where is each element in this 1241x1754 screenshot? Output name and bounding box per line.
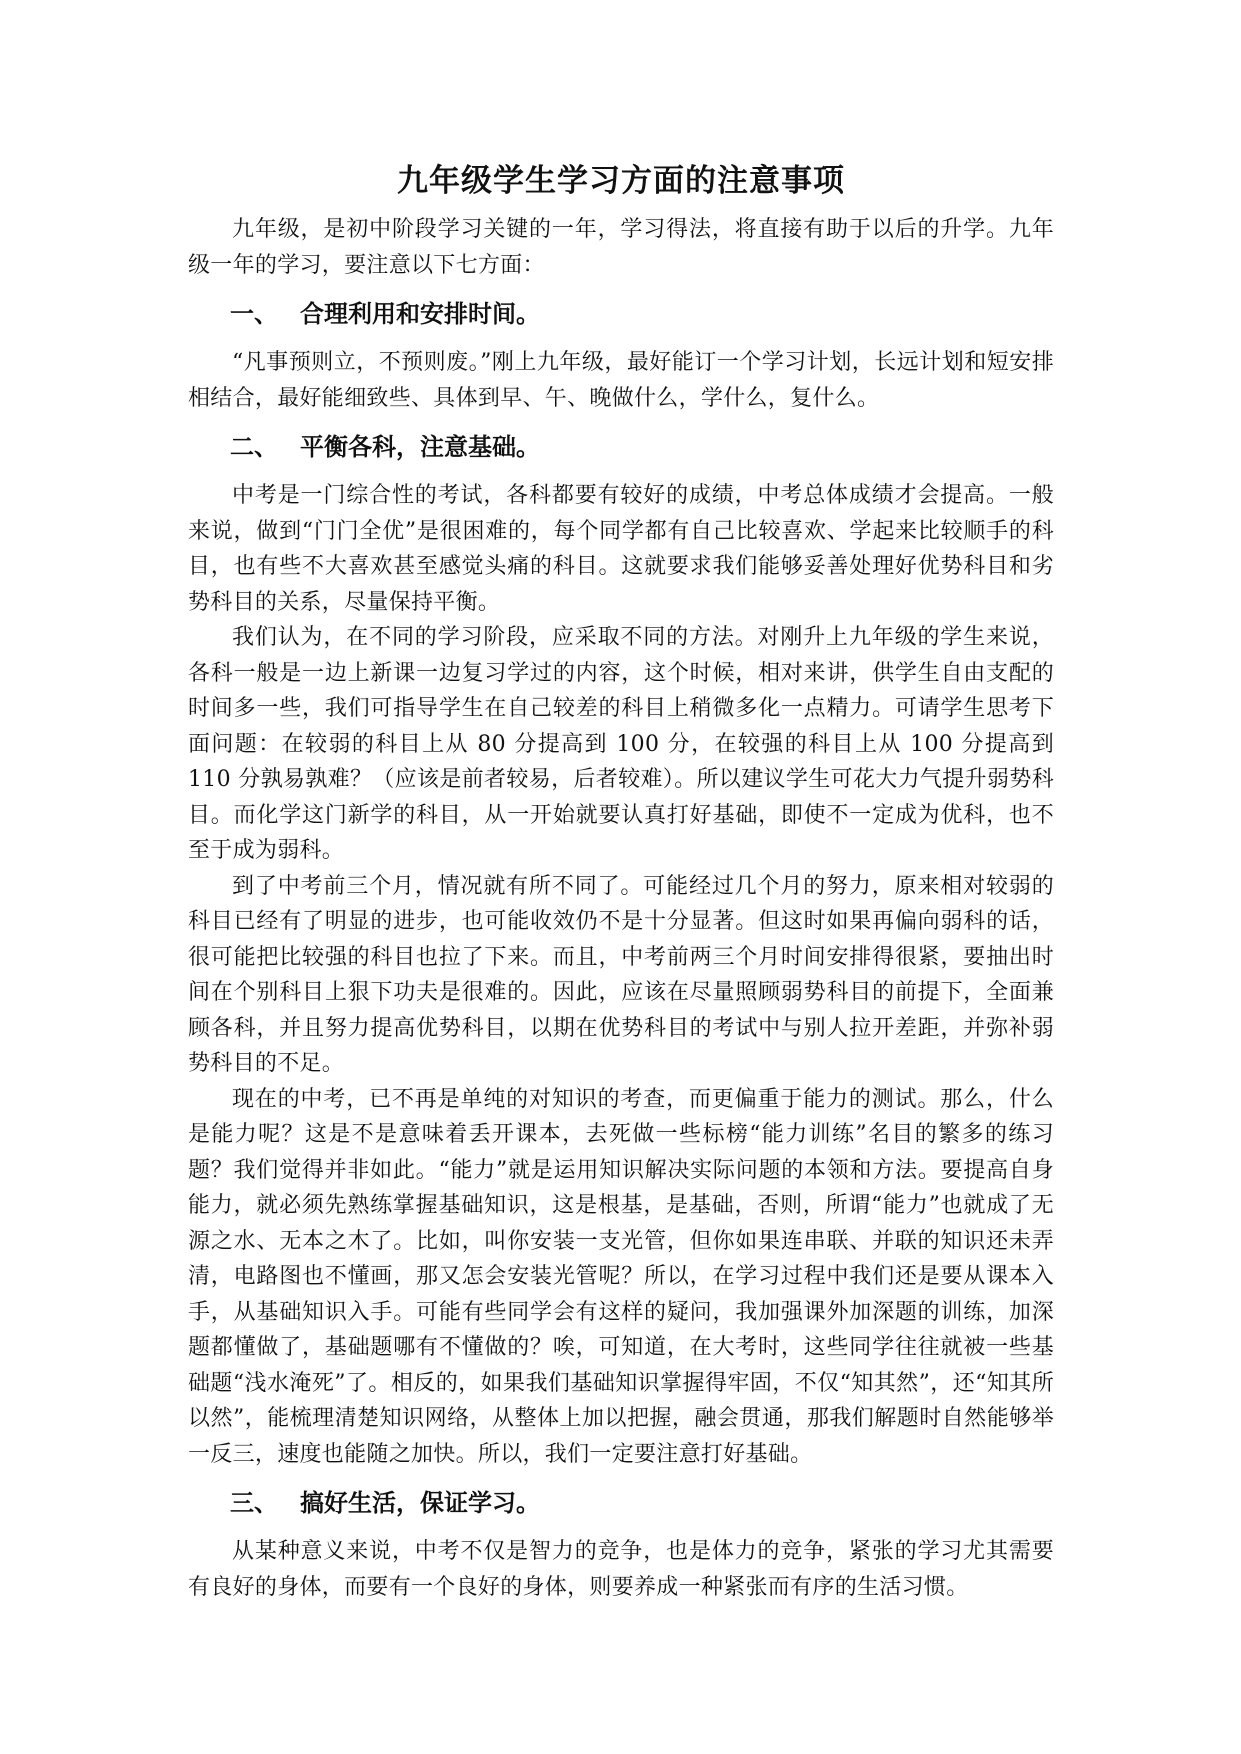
paragraph: “凡事预则立，不预则废。”刚上九年级，最好能订一个学习计划，长远计划和短安排相结合，最好能细致些、具体到早、午、晚做什么，学什么，复什么。 xyxy=(188,350,1054,411)
paragraph: 到了中考前三个月，情况就有所不同了。可能经过几个月的努力，原来相对较弱的科目已经有了明显的进步，也可能收效仍不是十分显著。但这时如果再偏向弱科的话，很可能把比较强的科目也拉了下来。而且，中考前两三个月时间安排得很紧，要抽出时间在个别科目上狠下功夫是很难的。因此，应该在尽量照顾弱势科目的前提下，全面兼顾各科，并且努力提高优势科目，以期在优势科目的考试中与别人拉开差距，并弥补弱势科目的不足。 xyxy=(188,873,1054,1076)
section-number: 二、 xyxy=(230,433,278,461)
section-number: 一、 xyxy=(230,300,278,328)
section-heading-2 xyxy=(230,430,1054,464)
section-heading-1 xyxy=(230,297,1054,331)
section-title: 合理利用和安排时间。 xyxy=(300,300,540,328)
document-page xyxy=(188,160,1054,1605)
paragraph: 我们认为，在不同的学习阶段，应采取不同的方法。对刚升上九年级的学生来说，各科一般是一边上新课一边复习学过的内容，这个时候，相对来讲，供学生自由支配的时间多一些，我们可指导学生在自己较差的科目上稍微多化一点精力。可请学生思考下面问题：在较弱的科目上从 80 分提高到 100 分，在较强的科目上从 100 分提高到 110 分孰易孰难？（应该是前者较易，后者较难）。所以建议学生可花大力气提升弱势科目。而化学这门新学的科目，从一开始就要认真打好基础，即使不一定成为优科，也不至于成为弱科。 xyxy=(188,625,1054,863)
paragraph: 现在的中考，已不再是单纯的对知识的考查，而更偏重于能力的测试。那么，什么是能力呢？这是不是意味着丢开课本，去死做一些标榜“能力训练”名目的繁多的练习题？我们觉得并非如此。“能力”就是运用知识解决实际问题的本领和方法。要提高自身能力，就必须先熟练掌握基础知识，这是根基，是基础，否则，所谓“能力”也就成了无源之水、无本之木了。比如，叫你安装一支光管，但你如果连串联、并联的知识还未弄清，电路图也不懂画，那又怎会安装光管呢？所以，在学习过程中我们还是要从课本入手，从基础知识入手。可能有些同学会有这样的疑问，我加强课外加深题的训练，加深题都懂做了，基础题哪有不懂做的？唉，可知道，在大考时，这些同学往往就被一些基础题“浅水淹死”了。相反的，如果我们基础知识掌握得牢固，不仅“知其然”，还“知其所以然”，能梳理清楚知识网络，从整体上加以把握，融会贯通，那我们解题时自然能够举一反三，速度也能随之加快。所以，我们一定要注意打好基础。 xyxy=(188,1086,1054,1467)
section-heading-3 xyxy=(230,1486,1054,1520)
section-number: 三、 xyxy=(230,1489,278,1517)
document-title: 九年级学生学习方面的注意事项 xyxy=(397,163,845,199)
section-title: 搞好生活，保证学习。 xyxy=(300,1489,540,1517)
section-title: 平衡各科，注意基础。 xyxy=(300,433,540,461)
paragraph: 中考是一门综合性的考试，各科都要有较好的成绩，中考总体成绩才会提高。一般来说，做到“门门全优”是很困难的，每个同学都有自己比较喜欢、学起来比较顺手的科目，也有些不大喜欢甚至感觉头痛的科目。这就要求我们能够妥善处理好优势科目和劣势科目的关系，尽量保持平衡。 xyxy=(188,483,1054,615)
paragraph: 从某种意义来说，中考不仅是智力的竞争，也是体力的竞争，紧张的学习尤其需要有良好的身体，而要有一个良好的身体，则要养成一种紧张而有序的生活习惯。 xyxy=(188,1539,1054,1600)
intro-paragraph: 九年级，是初中阶段学习关键的一年，学习得法，将直接有助于以后的升学。九年级一年的学习，要注意以下七方面： xyxy=(188,217,1054,278)
